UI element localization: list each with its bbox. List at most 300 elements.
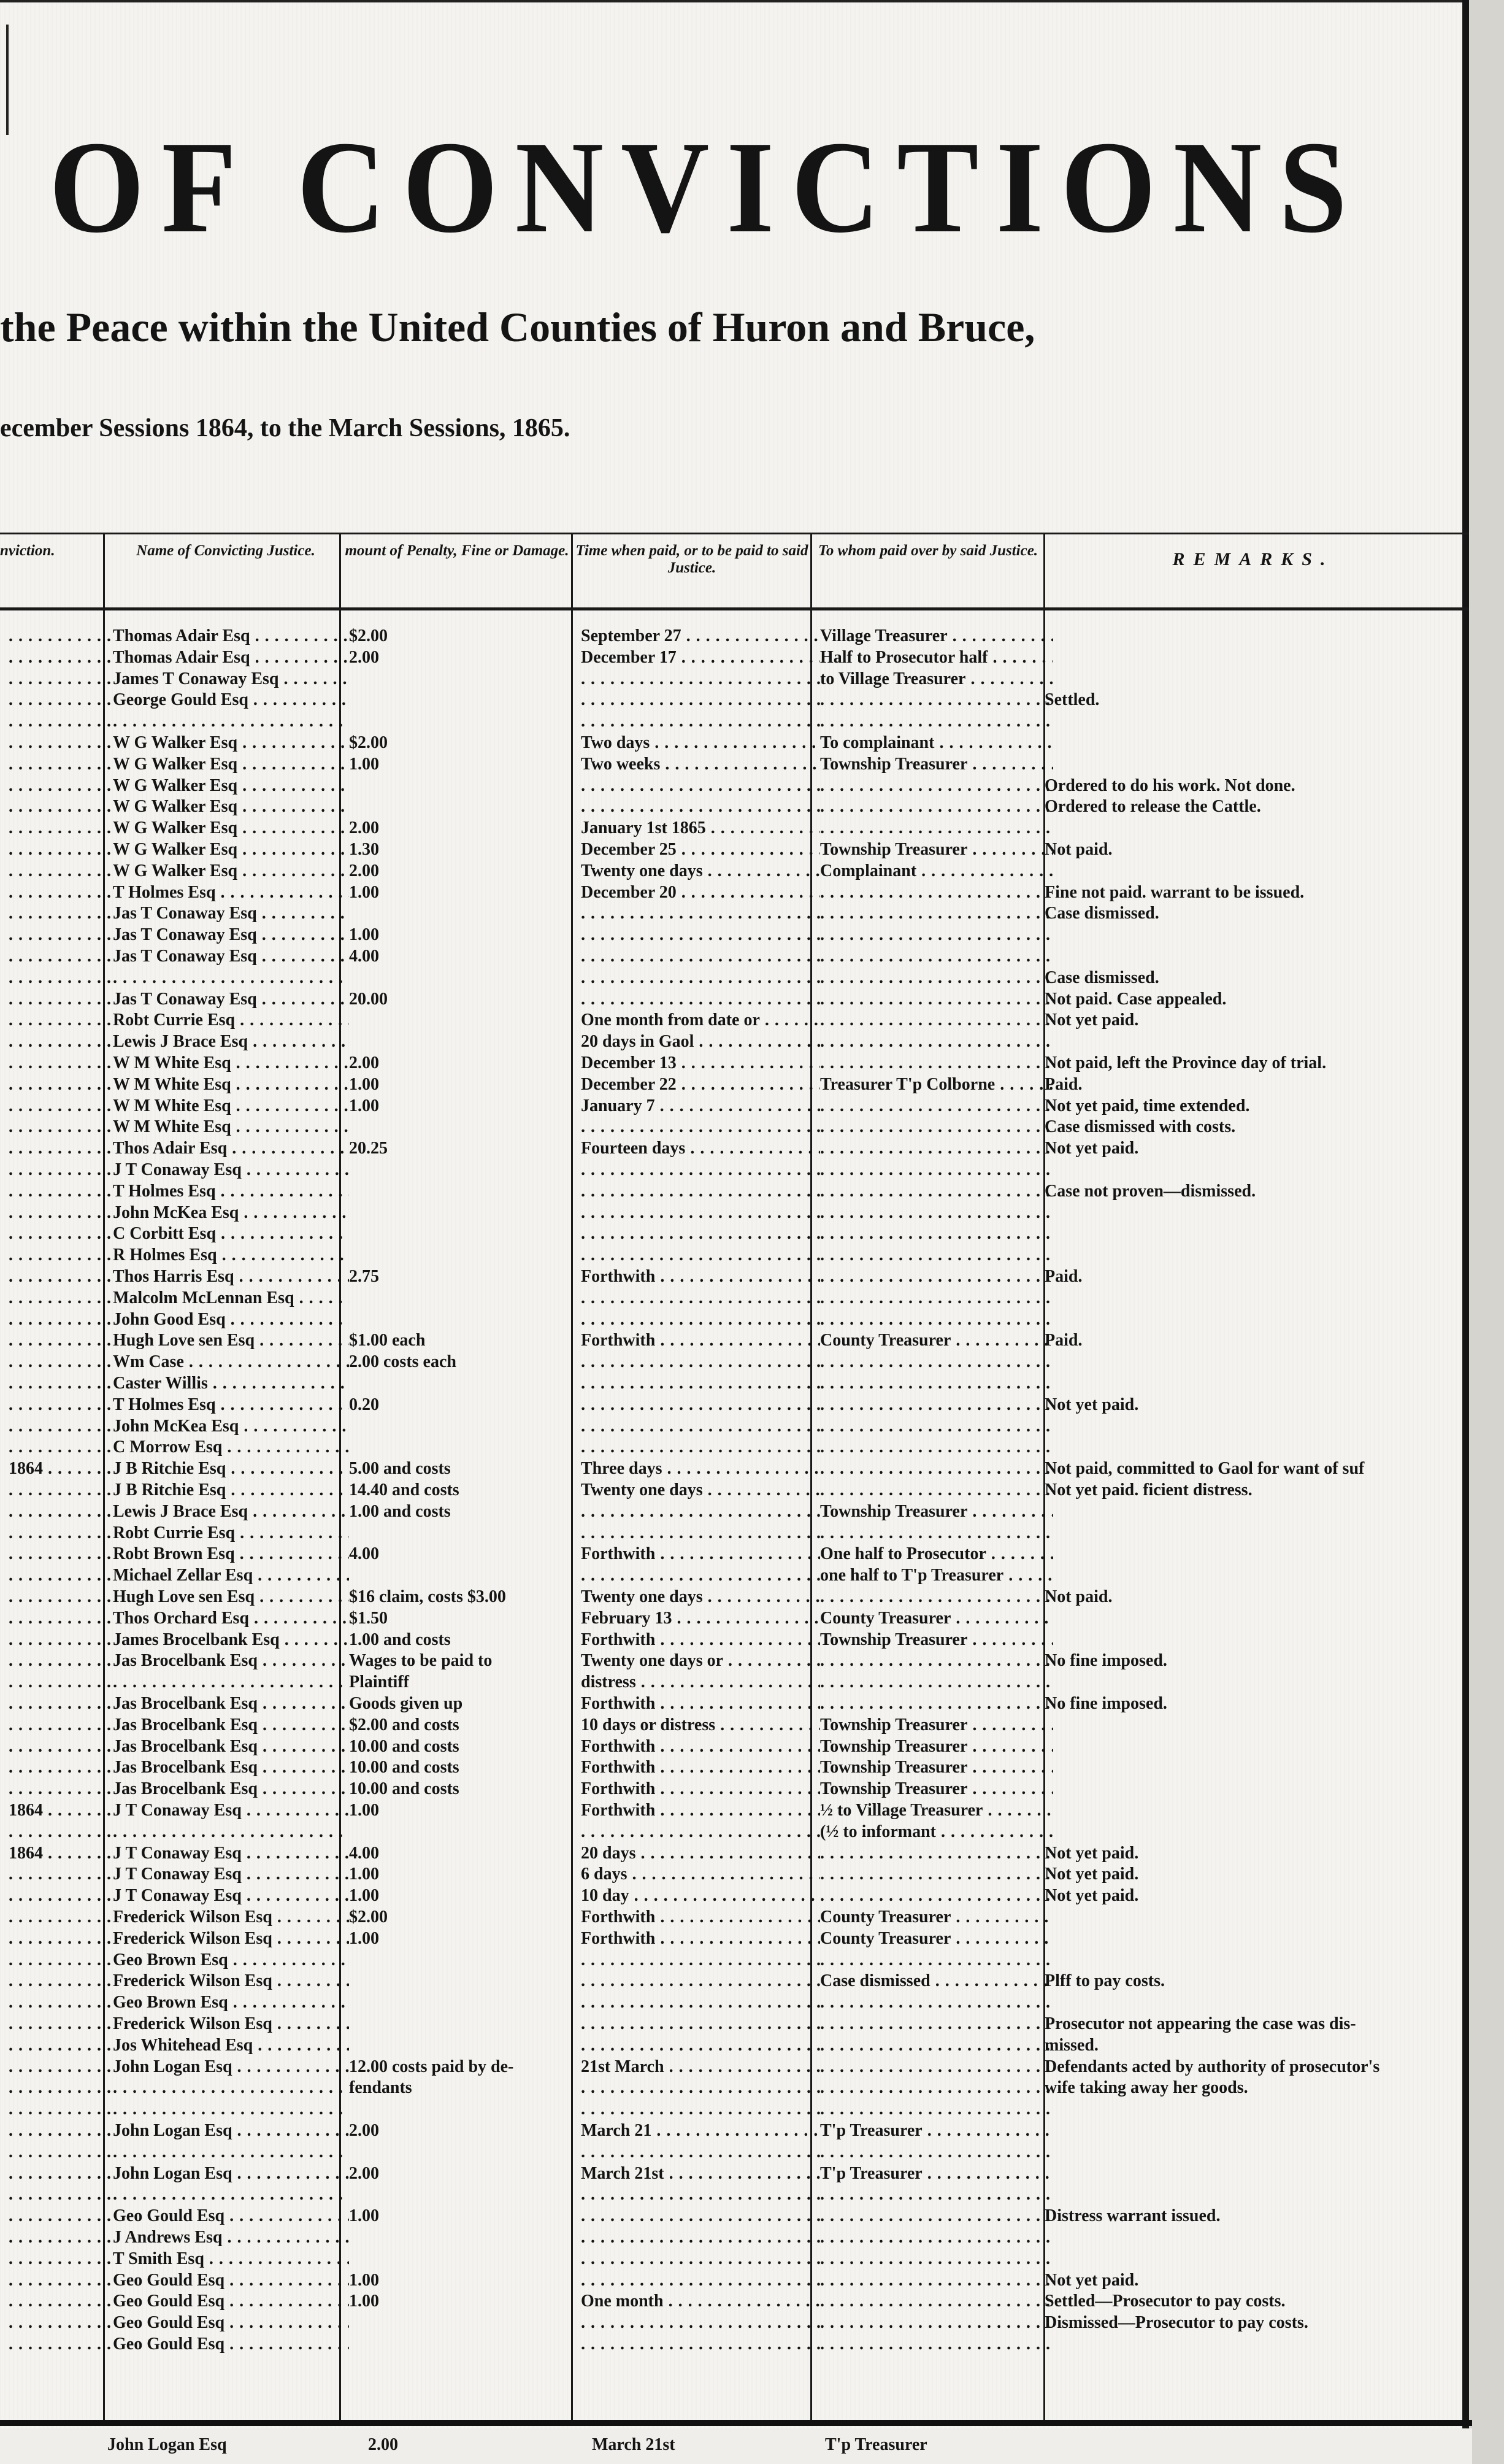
remarks-cell: Not yet paid. <box>1045 2271 1139 2290</box>
amount-cell <box>340 1181 581 1202</box>
conviction-date-cell <box>0 1822 113 1842</box>
remarks-cell <box>1045 818 1462 839</box>
page-subtitle: the Peace within the United Counties of Huron and Bruce, <box>0 304 1035 350</box>
time-paid-cell: March 21 . . . <box>572 2120 820 2141</box>
justice-cell: J T Conaway Esq . . . <box>104 1885 349 1906</box>
time-paid-cell <box>572 1288 820 1309</box>
amount-cell: 1.00 and costs <box>349 1502 451 1521</box>
header-justice: Name of Convicting Justice. <box>136 542 315 559</box>
time-paid-cell: distress . . . <box>572 1672 820 1693</box>
time-paid-cell: Forthwith . . . <box>572 1630 820 1650</box>
time-paid-cell <box>572 1223 820 1244</box>
remarks-cell <box>1045 861 1462 882</box>
paid-to-cell <box>811 968 1053 988</box>
justice-cell: W M White Esq . . . <box>104 1053 349 1074</box>
amount-cell <box>340 2227 581 2248</box>
paid-to-cell <box>811 1203 1053 1223</box>
amount-cell <box>340 1437 581 1458</box>
justice-cell: T Holmes Esq . . . <box>104 1395 349 1415</box>
justice-cell: Jas T Conaway Esq . . . <box>104 903 349 924</box>
justice-cell: Hugh Love sen Esq . . . <box>104 1587 349 1607</box>
conviction-date-cell <box>0 1266 113 1287</box>
time-paid-cell <box>572 1992 820 2013</box>
justice-cell: Lewis J Brace Esq . . . <box>104 1501 349 1522</box>
remarks-cell <box>1045 2099 1462 2120</box>
paid-to-cell <box>811 1864 1053 1885</box>
remarks-cell <box>1045 1992 1462 2013</box>
conviction-date-cell <box>0 2227 113 2248</box>
conviction-date-cell <box>0 1223 113 1244</box>
amount-cell <box>340 2334 581 2355</box>
justice-cell: Thos Adair Esq . . . <box>104 1138 349 1159</box>
amount-cell: 1.00 <box>349 1801 379 1820</box>
remarks-cell <box>1045 1160 1462 1180</box>
time-paid-cell: Two weeks . . . <box>572 754 820 775</box>
time-paid-cell <box>572 2035 820 2056</box>
conviction-date-cell <box>0 2120 113 2141</box>
paid-to-cell: Village Treasurer . . . <box>811 626 1053 647</box>
justice-cell: John McKea Esq . . . <box>104 1416 349 1437</box>
remarks-cell <box>1045 1031 1462 1052</box>
conviction-date-cell <box>0 989 113 1010</box>
conviction-date-cell <box>0 1181 113 1202</box>
time-paid-cell: December 13 . . . <box>572 1053 820 1074</box>
paid-to-cell <box>811 1053 1053 1074</box>
paid-to-cell <box>811 2184 1053 2205</box>
amount-cell: 0.20 <box>349 1395 379 1414</box>
justice-cell: Geo Gould Esq . . . <box>104 2312 349 2333</box>
justice-cell: Thos Harris Esq . . . <box>104 1266 349 1287</box>
time-paid-cell <box>572 1203 820 1223</box>
justice-cell: Hugh Love sen Esq . . . <box>104 1330 349 1351</box>
remarks-cell: Case dismissed. <box>1045 968 1159 987</box>
conviction-date-cell <box>0 1907 113 1928</box>
remarks-cell <box>1045 647 1462 668</box>
time-paid-cell <box>572 2206 820 2227</box>
remarks-cell: Not yet paid. <box>1045 1011 1139 1030</box>
time-paid-cell <box>572 2014 820 2035</box>
paid-to-cell <box>811 903 1053 924</box>
conviction-date-cell <box>0 1074 113 1095</box>
time-paid-cell <box>572 2142 820 2163</box>
time-paid-cell <box>572 1950 820 1971</box>
remarks-cell: Prosecutor not appearing the case was dis- <box>1045 2014 1356 2033</box>
remarks-cell <box>1045 754 1462 775</box>
justice-cell: Jas Brocelbank Esq . . . <box>104 1757 349 1778</box>
time-paid-cell <box>572 711 820 732</box>
time-paid-cell <box>572 2249 820 2270</box>
paid-to-cell: Township Treasurer . . . <box>811 1501 1053 1522</box>
paid-to-cell <box>811 2035 1053 2056</box>
remarks-cell: wife taking away her goods. <box>1045 2078 1248 2097</box>
justice-cell: J B Ritchie Esq . . . <box>104 1458 349 1479</box>
remarks-cell: Ordered to do his work. Not done. <box>1045 776 1295 795</box>
remarks-cell: Not yet paid. <box>1045 1865 1139 1884</box>
page-left-mark <box>0 25 9 135</box>
justice-cell: John McKea Esq . . . <box>104 1203 349 1223</box>
amount-cell <box>340 2099 581 2120</box>
remarks-cell <box>1045 1715 1462 1736</box>
justice-cell: George Gould Esq . . . <box>104 690 349 710</box>
justice-cell: Frederick Wilson Esq . . . <box>104 1971 349 1992</box>
conviction-date-cell <box>0 796 113 817</box>
conviction-date-cell <box>0 1010 113 1031</box>
paid-to-cell <box>811 690 1053 710</box>
time-paid-cell <box>572 796 820 817</box>
justice-cell: J Andrews Esq . . . <box>104 2227 349 2248</box>
conviction-date-cell <box>0 2206 113 2227</box>
time-paid-cell <box>572 690 820 710</box>
time-paid-cell: 10 day . . . <box>572 1885 820 1906</box>
page-top-rule <box>0 0 1472 2</box>
time-paid-cell <box>572 903 820 924</box>
remarks-cell: Paid. <box>1045 1075 1083 1094</box>
amount-cell <box>340 2014 581 2035</box>
remarks-cell <box>1045 946 1462 967</box>
conviction-date-cell <box>0 1971 113 1992</box>
remarks-cell <box>1045 1907 1462 1928</box>
conviction-date-cell <box>0 1757 113 1778</box>
amount-cell: 2.00 <box>349 861 379 880</box>
paid-to-cell <box>811 776 1053 796</box>
paid-to-cell <box>811 1181 1053 1202</box>
remarks-cell: Not yet paid. <box>1045 1886 1139 1905</box>
justice-cell: Lewis J Brace Esq . . . <box>104 1031 349 1052</box>
time-paid-cell: Forthwith . . . <box>572 1779 820 1800</box>
page-title: OF CONVICTIONS <box>49 114 1365 260</box>
amount-cell: $2.00 <box>349 733 388 752</box>
bottom-whom: T'p Treasurer <box>825 2435 927 2454</box>
time-paid-cell <box>572 1160 820 1180</box>
time-paid-cell: December 20 . . . <box>572 882 820 903</box>
time-paid-cell: 10 days or distress . . . <box>572 1715 820 1736</box>
remarks-cell <box>1045 1950 1462 1971</box>
justice-cell: Geo Brown Esq . . . <box>104 1950 349 1971</box>
justice-cell: J B Ritchie Esq . . . <box>104 1480 349 1501</box>
justice-cell: T Smith Esq . . . <box>104 2249 349 2270</box>
justice-cell: Jas Brocelbank Esq . . . <box>104 1650 349 1671</box>
amount-cell <box>340 776 581 796</box>
paid-to-cell: Township Treasurer . . . <box>811 1779 1053 1800</box>
conviction-date-cell <box>0 1203 113 1223</box>
paid-to-cell: Treasurer T'p Colborne . . . <box>811 1074 1053 1095</box>
paid-to-cell <box>811 711 1053 732</box>
justice-cell: W G Walker Esq . . . <box>104 754 349 775</box>
conviction-date-cell <box>0 1630 113 1650</box>
justice-cell: Robt Brown Esq . . . <box>104 1544 349 1565</box>
time-paid-cell: 20 days in Gaol . . . <box>572 1031 820 1052</box>
paid-to-cell: To complainant . . . <box>811 733 1053 753</box>
amount-cell <box>340 1223 581 1244</box>
justice-cell: C Corbitt Esq . . . <box>104 1223 349 1244</box>
justice-cell: James T Conaway Esq . . . <box>104 669 349 690</box>
remarks-cell: Settled. <box>1045 690 1100 709</box>
amount-cell: 2.00 <box>349 2164 379 2183</box>
conviction-date-cell <box>0 2184 113 2205</box>
justice-cell: W G Walker Esq . . . <box>104 776 349 796</box>
time-paid-cell <box>572 946 820 967</box>
paid-to-cell: (½ to informant . . . <box>811 1822 1053 1842</box>
amount-cell: 1.00 <box>349 2206 379 2225</box>
time-paid-cell <box>572 968 820 988</box>
time-paid-cell <box>572 669 820 690</box>
conviction-date-cell <box>0 1992 113 2013</box>
amount-cell <box>340 1309 581 1330</box>
remarks-cell <box>1045 2334 1462 2355</box>
remarks-cell <box>1045 2227 1462 2248</box>
time-paid-cell: September 27 . . . <box>572 626 820 647</box>
remarks-cell: Ordered to release the Cattle. <box>1045 797 1261 816</box>
remarks-cell: No fine imposed. <box>1045 1651 1167 1670</box>
justice-cell: John Good Esq . . . <box>104 1309 349 1330</box>
remarks-cell <box>1045 1565 1462 1586</box>
remarks-cell: Settled—Prosecutor to pay costs. <box>1045 2292 1286 2311</box>
conviction-date-cell <box>0 754 113 775</box>
conviction-date-cell <box>0 2099 113 2120</box>
paid-to-cell: to Village Treasurer . . . <box>811 669 1053 690</box>
justice-cell: Jos Whitehead Esq . . . <box>104 2035 349 2056</box>
header-remarks: REMARKS. <box>1172 549 1334 569</box>
paid-to-cell <box>811 2334 1053 2355</box>
justice-cell: Frederick Wilson Esq . . . <box>104 2014 349 2035</box>
justice-cell <box>104 968 349 988</box>
remarks-cell <box>1045 1779 1462 1800</box>
remarks-cell: Defendants acted by authority of prosecutor's <box>1045 2057 1380 2076</box>
conviction-date-cell <box>0 1608 113 1629</box>
justice-cell: Geo Brown Esq . . . <box>104 1992 349 2013</box>
conviction-date-cell <box>0 690 113 710</box>
amount-cell: 2.00 <box>349 818 379 837</box>
amount-cell <box>340 1950 581 1971</box>
paid-to-cell: County Treasurer . . . <box>811 1608 1053 1629</box>
amount-cell: $2.00 and costs <box>349 1715 459 1734</box>
amount-cell: fendants <box>349 2078 412 2097</box>
amount-cell <box>340 1203 581 1223</box>
remarks-cell: missed. <box>1045 2036 1099 2055</box>
paid-to-cell <box>811 2142 1053 2163</box>
paid-to-cell: Township Treasurer . . . <box>811 1715 1053 1736</box>
remarks-cell: Case not proven—dismissed. <box>1045 1182 1256 1201</box>
conviction-date-cell <box>0 1437 113 1458</box>
justice-cell: T Holmes Esq . . . <box>104 882 349 903</box>
remarks-cell: Paid. <box>1045 1331 1083 1350</box>
paid-to-cell: Township Treasurer . . . <box>811 1630 1053 1650</box>
remarks-cell <box>1045 1757 1462 1778</box>
time-paid-cell: Forthwith . . . <box>572 1330 820 1351</box>
amount-cell: 2.00 <box>349 648 379 667</box>
time-paid-cell: Twenty one days or . . . <box>572 1650 820 1671</box>
paid-to-cell <box>811 2270 1053 2291</box>
paid-to-cell <box>811 796 1053 817</box>
amount-cell <box>340 2249 581 2270</box>
remarks-cell <box>1045 1544 1462 1565</box>
paid-to-cell <box>811 1672 1053 1693</box>
amount-cell <box>340 690 581 710</box>
remarks-cell: Not yet paid, time extended. <box>1045 1096 1250 1115</box>
paid-to-cell <box>811 818 1053 839</box>
justice-cell: T Holmes Esq . . . <box>104 1181 349 1202</box>
justice-cell: W M White Esq . . . <box>104 1117 349 1138</box>
amount-cell: 1.00 <box>349 1929 379 1948</box>
paid-to-cell <box>811 2249 1053 2270</box>
time-paid-cell <box>572 1523 820 1544</box>
time-paid-cell <box>572 1822 820 1842</box>
remarks-cell <box>1045 2142 1462 2163</box>
amount-cell: 1.00 <box>349 1096 379 1115</box>
amount-cell <box>340 2142 581 2163</box>
conviction-date-cell <box>0 669 113 690</box>
conviction-date-cell <box>0 1779 113 1800</box>
paid-to-cell: Half to Prosecutor half . . . <box>811 647 1053 668</box>
amount-cell: 1.00 <box>349 755 379 774</box>
remarks-cell <box>1045 1309 1462 1330</box>
conviction-date-cell <box>0 2291 113 2312</box>
header-conviction: nviction. <box>0 542 55 559</box>
remarks-cell: Case dismissed. <box>1045 904 1159 923</box>
justice-cell <box>104 2142 349 2163</box>
amount-cell: 4.00 <box>349 1844 379 1863</box>
header-bottom-rule <box>0 607 1469 610</box>
paid-to-cell: Case dismissed . . . <box>811 1971 1053 1992</box>
paid-to-cell <box>811 1288 1053 1309</box>
remarks-cell <box>1045 626 1462 647</box>
paid-to-cell <box>811 1395 1053 1415</box>
remarks-cell: No fine imposed. <box>1045 1694 1167 1713</box>
conviction-date-cell <box>0 1885 113 1906</box>
paid-to-cell: County Treasurer . . . <box>811 1330 1053 1351</box>
justice-cell: Jas Brocelbank Esq . . . <box>104 1779 349 1800</box>
time-paid-cell: March 21st . . . <box>572 2163 820 2184</box>
conviction-date-cell <box>0 1138 113 1159</box>
justice-cell: Robt Currie Esq . . . <box>104 1523 349 1544</box>
time-paid-cell: 20 days . . . <box>572 1843 820 1864</box>
conviction-date-cell <box>0 1160 113 1180</box>
time-paid-cell: Forthwith . . . <box>572 1693 820 1714</box>
paid-to-cell <box>811 1885 1053 1906</box>
conviction-date-cell <box>0 1864 113 1885</box>
remarks-cell <box>1045 1416 1462 1437</box>
amount-cell: 20.00 <box>349 990 388 1009</box>
time-paid-cell <box>572 2077 820 2098</box>
remarks-cell: Fine not paid. warrant to be issued. <box>1045 883 1305 902</box>
conviction-date-cell <box>0 1352 113 1373</box>
bottom-justice: John Logan Esq <box>107 2435 227 2454</box>
remarks-cell <box>1045 1245 1462 1266</box>
paid-to-cell <box>811 1458 1053 1479</box>
paid-to-cell <box>811 1266 1053 1287</box>
conviction-date-cell <box>0 2249 113 2270</box>
time-paid-cell: Forthwith . . . <box>572 1736 820 1757</box>
paid-to-cell <box>811 946 1053 967</box>
conviction-date-cell <box>0 1544 113 1565</box>
justice-cell: Jas Brocelbank Esq . . . <box>104 1715 349 1736</box>
conviction-date-cell <box>0 2163 113 2184</box>
paid-to-cell <box>811 1950 1053 1971</box>
remarks-cell <box>1045 1523 1462 1544</box>
paid-to-cell <box>811 1117 1053 1138</box>
conviction-date-cell <box>0 2057 113 2077</box>
remarks-cell: Not paid. <box>1045 1587 1113 1606</box>
remarks-cell <box>1045 1437 1462 1458</box>
justice-cell: Robt Currie Esq . . . <box>104 1010 349 1031</box>
conviction-date-cell <box>0 2014 113 2035</box>
time-paid-cell: Forthwith . . . <box>572 1907 820 1928</box>
justice-cell: Jas T Conaway Esq . . . <box>104 946 349 967</box>
conviction-date-cell <box>0 1928 113 1949</box>
paid-to-cell <box>811 1096 1053 1117</box>
page-bottom-rule <box>0 2420 1472 2426</box>
justice-cell: Michael Zellar Esq . . . <box>104 1565 349 1586</box>
conviction-date-cell <box>0 2142 113 2163</box>
amount-cell <box>340 2035 581 2056</box>
remarks-cell: Plff to pay costs. <box>1045 1971 1165 1990</box>
justice-cell: Thomas Adair Esq . . . <box>104 647 349 668</box>
paid-to-cell <box>811 925 1053 945</box>
paid-to-cell <box>811 1010 1053 1031</box>
conviction-date-cell <box>0 882 113 903</box>
conviction-date-cell <box>0 2077 113 2098</box>
remarks-cell <box>1045 1672 1462 1693</box>
amount-cell: 2.00 costs each <box>349 1352 456 1371</box>
conviction-date-cell <box>0 946 113 967</box>
paid-to-cell <box>811 2206 1053 2227</box>
time-paid-cell: Twenty one days . . . <box>572 1587 820 1607</box>
amount-cell <box>340 903 581 924</box>
conviction-date-cell <box>0 711 113 732</box>
amount-cell <box>340 796 581 817</box>
amount-cell: 1.00 <box>349 925 379 944</box>
paid-to-cell <box>811 2057 1053 2077</box>
amount-cell: 10.00 and costs <box>349 1758 459 1777</box>
paid-to-cell <box>811 2014 1053 2035</box>
table-top-rule <box>0 533 1469 534</box>
amount-cell: 10.00 and costs <box>349 1737 459 1756</box>
remarks-cell <box>1045 2249 1462 2270</box>
amount-cell <box>340 1117 581 1138</box>
paid-to-cell <box>811 882 1053 903</box>
page-margin <box>1469 0 1504 2464</box>
time-paid-cell: One month . . . <box>572 2291 820 2312</box>
time-paid-cell: Forthwith . . . <box>572 1800 820 1821</box>
amount-cell: $2.00 <box>349 1908 388 1927</box>
paid-to-cell <box>811 1160 1053 1180</box>
paid-to-cell: Township Treasurer . . . <box>811 1757 1053 1778</box>
paid-to-cell <box>811 989 1053 1010</box>
conviction-date-cell <box>0 968 113 988</box>
paid-to-cell <box>811 1693 1053 1714</box>
amount-cell <box>340 1822 581 1842</box>
time-paid-cell <box>572 1395 820 1415</box>
remarks-cell <box>1045 711 1462 732</box>
conviction-date-cell <box>0 1373 113 1394</box>
amount-cell: Goods given up <box>349 1694 463 1713</box>
paid-to-cell <box>811 1245 1053 1266</box>
conviction-date-cell <box>0 818 113 839</box>
justice-cell <box>104 2099 349 2120</box>
remarks-cell <box>1045 2120 1462 2141</box>
time-paid-cell: December 22 . . . <box>572 1074 820 1095</box>
amount-cell <box>340 1373 581 1394</box>
conviction-date-cell <box>0 1715 113 1736</box>
justice-cell: W G Walker Esq . . . <box>104 796 349 817</box>
conviction-date-cell <box>0 776 113 796</box>
justice-cell: J T Conaway Esq . . . <box>104 1160 349 1180</box>
time-paid-cell: Fourteen days . . . <box>572 1138 820 1159</box>
time-paid-cell <box>572 2184 820 2205</box>
remarks-cell <box>1045 1736 1462 1757</box>
amount-cell: 4.00 <box>349 1544 379 1563</box>
conviction-date-cell: 1864 . . . <box>0 1843 113 1864</box>
